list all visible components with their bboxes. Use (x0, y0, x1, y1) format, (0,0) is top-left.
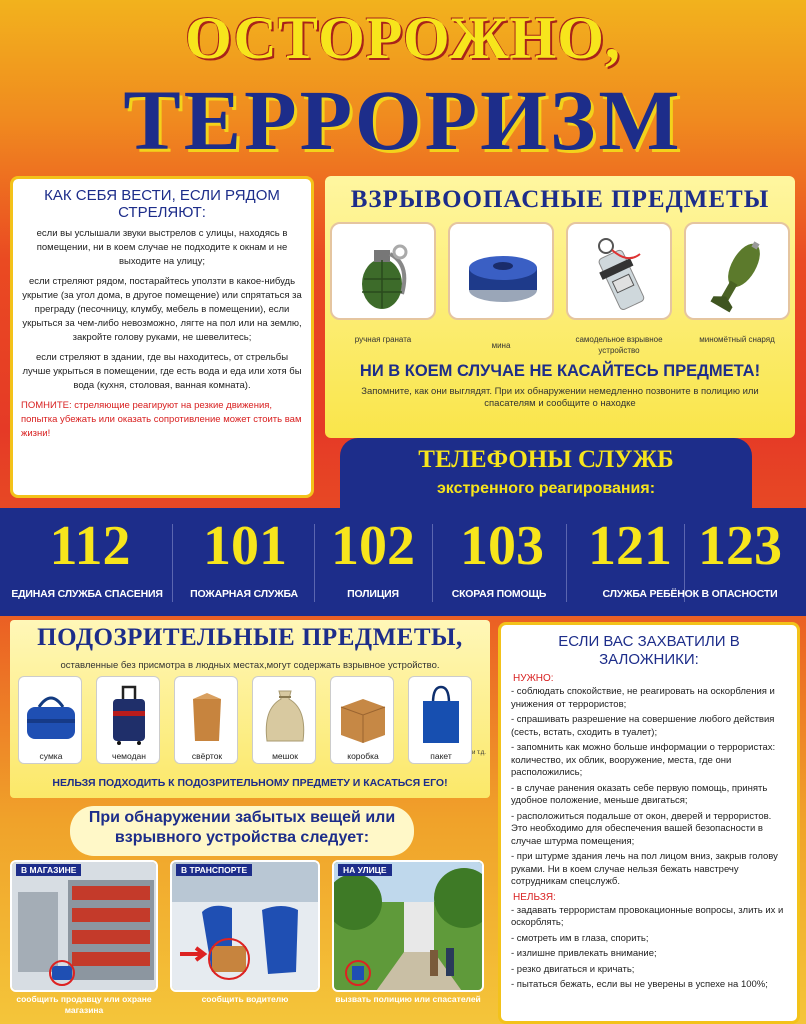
suspicious-item-card (252, 676, 316, 764)
suspicious-item-label: коробка (347, 751, 379, 761)
grenade-card (330, 222, 436, 320)
suspicious-item-label: чемодан (112, 751, 146, 761)
item-caption: самодельное взрывное устройство (575, 335, 663, 355)
suspicious-item-card (408, 676, 472, 764)
mine-card (448, 222, 554, 320)
parcel-icon (175, 677, 238, 749)
list-item: - смотреть им в глаза, спорить; (511, 932, 649, 944)
list-item: - при штурме здания лечь на пол лицом вниз, закрыв голову руками. Ни в коем случае нельзя бежать навстречу сотрудникам спецслужб. (511, 851, 778, 887)
item-caption: миномётный снаряд (699, 335, 775, 344)
list-item: - запомнить как можно больше информации о террористах: количество, их облик, вооружение, места, где они расположились; (511, 742, 776, 778)
title-line-2: ТЕРРОРИЗМ (123, 72, 683, 168)
phone-number: 121 (588, 515, 672, 577)
phones-title: ТЕЛЕФОНЫ СЛУЖБ (418, 446, 674, 473)
suspicious-item-label: мешок (272, 751, 298, 761)
phone-label: ЕДИНАЯ СЛУЖБА СПАСЕНИЯ (11, 588, 163, 600)
ied-icon (568, 224, 672, 320)
shooting-paragraph: если вы услышали звуки выстрелов с улицы, находясь в помещении, ни в коем случае не подходите к окнам и не выходите на улицу; (36, 228, 288, 267)
etc-note: и т.д. (472, 750, 486, 756)
list-item: - задавать террористам провокационные вопросы, злить их и оскорблять; (511, 904, 784, 928)
dont-list (511, 905, 787, 992)
bag-icon (19, 677, 82, 749)
phone-number: 123 (698, 515, 782, 577)
divider (172, 524, 173, 602)
hostage-box (498, 622, 800, 1024)
shooting-title: КАК СЕБЯ ВЕСТИ, ЕСЛИ РЯДОМ СТРЕЛЯЮТ: (44, 187, 280, 221)
landmine-icon (450, 224, 554, 320)
mortar-shell-icon (686, 224, 790, 320)
scene-tag: В ТРАНСПОРТЕ (176, 864, 252, 876)
need-list (511, 686, 787, 889)
suspicious-title: ПОДОЗРИТЕЛЬНЫЕ ПРЕДМЕТЫ, (37, 624, 463, 651)
scene-caption: вызвать полицию или спасателей (335, 994, 481, 1004)
phone-label: СКОРАЯ ПОМОЩЬ (451, 588, 547, 600)
hostage-title: ЕСЛИ ВАС ЗАХВАТИЛИ В ЗАЛОЖНИКИ: (558, 633, 740, 668)
phones-subtitle: экстренного реагирования: (436, 480, 656, 497)
mortar-card (684, 222, 790, 320)
phone-number: 102 (331, 515, 415, 577)
list-item: - соблюдать спокойствие, не реагировать на оскорбления и унижения от террористов; (511, 686, 775, 710)
shooting-remember: ПОМНИТЕ: стреляющие реагируют на резкие движения, попытка убежать или оказать сопротивление может стоить вам жизни! (21, 400, 302, 439)
item-caption: ручная граната (354, 335, 412, 344)
scene-caption: сообщить водителю (201, 994, 289, 1004)
scene-store (10, 860, 158, 992)
divider (314, 524, 315, 602)
shooting-paragraph: если стреляют в здании, где вы находитесь, от стрельбы лучше укрыться в помещении, где есть вода и еда или хотя бы вода (кухня, столовая, ванная комната). (22, 352, 302, 391)
shooting-instructions-box (10, 176, 314, 498)
phone-label: ПОЖАРНАЯ СЛУЖБА (190, 588, 298, 600)
suitcase-icon (97, 677, 160, 749)
scene-tag: В МАГАЗИНЕ (16, 864, 81, 876)
explosive-warning-sub: Запомните, как они выглядят. При их обнаружении немедленно позвоните в полицию или спасателям и сообщите о находке (361, 386, 759, 409)
box-icon (331, 677, 394, 749)
suspicious-item-label: сумка (39, 751, 63, 761)
shooting-paragraph: если стреляют рядом, постарайтесь уползти в какое-нибудь укрытие (за угол дома, в другое помещение) или спрятаться за преграду (песочницу, клумбу, мебель в помещении), если укрыться за чем-либо невозможно, лягте на пол или на землю, закройте голову руками, не шевелитесь; (22, 276, 302, 343)
explosive-warning: НИ В КОЕМ СЛУЧАЕ НЕ КАСАЙТЕСЬ ПРЕДМЕТА! (359, 362, 761, 380)
suspicious-item-label: пакет (430, 751, 452, 761)
suspicious-item-card (18, 676, 82, 764)
shopping-bag-icon (409, 677, 472, 749)
scene-transport (170, 860, 320, 992)
found-title: При обнаружении забытых вещей или взрывного устройства следует: (88, 809, 396, 846)
phone-label: СЛУЖБА РЕБЁНОК В ОПАСНОСТИ (602, 588, 778, 600)
need-label: НУЖНО: (513, 673, 554, 684)
phone-number: 112 (49, 515, 131, 577)
suspicious-warning: НЕЛЬЗЯ ПОДХОДИТЬ К ПОДОЗРИТЕЛЬНОМУ ПРЕДМЕТУ И КАСАТЬСЯ ЕГО! (52, 777, 448, 789)
list-item: - резко двигаться и кричать; (511, 963, 635, 975)
sack-icon (253, 677, 316, 749)
grenade-icon (332, 224, 436, 320)
suspicious-item-card (330, 676, 394, 764)
bus-seats-icon (172, 862, 320, 992)
phone-label: ПОЛИЦИЯ (347, 588, 399, 600)
suspicious-item-card (174, 676, 238, 764)
suspicious-item-card (96, 676, 160, 764)
dont-label: НЕЛЬЗЯ: (513, 891, 556, 903)
ied-card (566, 222, 672, 320)
list-item: - спрашивать разрешение на совершение любого действия (сесть, встать, сходить в туалет); (511, 714, 775, 738)
list-item: - расположиться подальше от окон, дверей и террористов. Это необходимо для обеспечения вашей безопасности в случае штурма помещения; (511, 810, 772, 847)
title-line-1: ОСТОРОЖНО, (185, 5, 621, 71)
item-caption: мина (491, 341, 511, 350)
divider (566, 524, 567, 602)
suspicious-subtitle: оставленные без присмотра в людных местах,могут содержать взрывное устройство. (60, 660, 440, 671)
scene-caption: сообщить продавцу или охране магазина (16, 994, 152, 1015)
phone-number: 101 (203, 515, 287, 577)
scene-tag: НА УЛИЦЕ (338, 864, 392, 876)
divider (432, 524, 433, 602)
street-park-icon (334, 862, 484, 992)
scene-street (332, 860, 484, 992)
list-item: - в случае ранения оказать себе первую помощь, принять удобное положение, меньше двигаться; (511, 782, 768, 806)
store-shelves-icon (12, 862, 158, 992)
phone-number: 103 (460, 515, 544, 577)
suspicious-item-label: свёрток (191, 751, 223, 761)
list-item: - излишне привлекать внимание; (511, 948, 657, 959)
list-item: - пытаться бежать, если вы не уверены в успехе на 100%; (511, 979, 768, 990)
explosive-title: ВЗРЫВООПАСНЫЕ ПРЕДМЕТЫ (350, 186, 770, 213)
